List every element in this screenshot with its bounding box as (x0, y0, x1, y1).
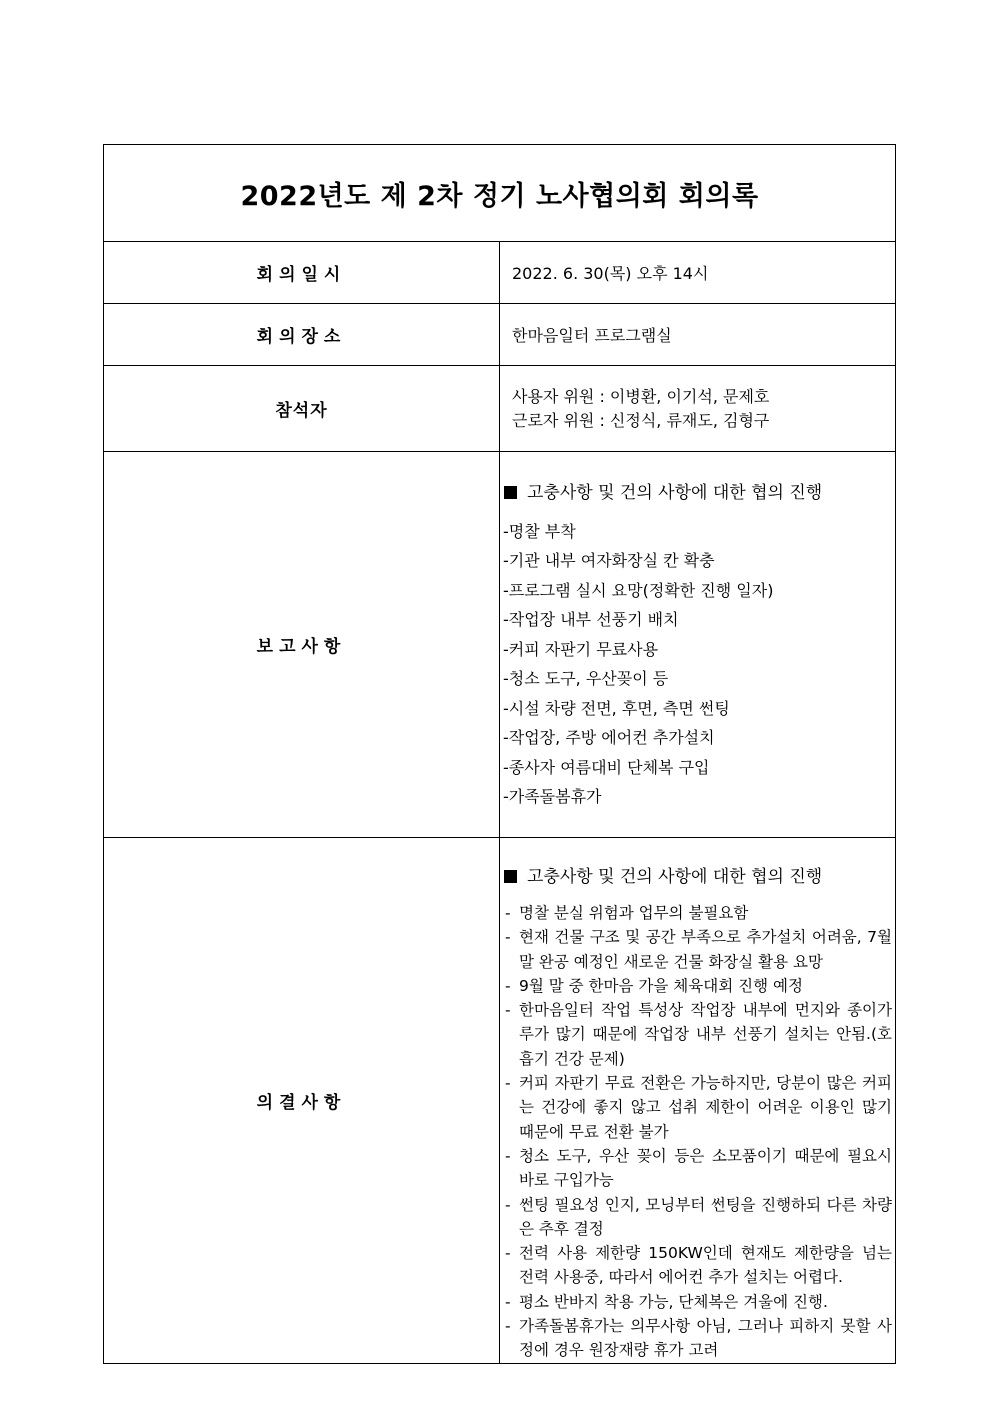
meeting-date-label: 회의일시 (104, 242, 500, 304)
list-item (505, 1290, 892, 1314)
report-list (500, 517, 895, 812)
report-heading (504, 478, 895, 503)
black-square-icon (504, 486, 517, 499)
attendees-label: 참석자 (104, 366, 500, 452)
document-title: 2022년도 제 2차 정기 노사협의회 회의록 (104, 145, 896, 242)
decision-item-text: 전력 사용 제한량 150KW인데 현재도 제한량을 넘는 전력 사용중, 따라서 에어컨 추가 설치는 어렵다. (519, 1244, 892, 1287)
dash-bullet: - (505, 904, 511, 922)
list-item (505, 901, 892, 925)
attendees-value (500, 366, 896, 452)
list-item: -커피 자판기 무료사용 (503, 639, 659, 659)
decision-list (500, 901, 895, 1363)
report-heading-text: 고충사항 및 건의 사항에 대한 협의 진행 (527, 482, 823, 503)
decision-heading (504, 862, 895, 887)
decision-item-text: 가족돌봄휴가는 의무사항 아님, 그러나 피하지 못할 사정에 경우 원장재량 휴가 고려 (519, 1317, 892, 1360)
decision-item-text: 평소 반바지 착용 가능, 단체복은 겨울에 진행. (519, 1292, 828, 1311)
decision-item-text: 썬팅 필요성 인지, 모닝부터 썬팅을 진행하되 다른 차량은 추후 결정 (519, 1195, 892, 1238)
meeting-place-label: 회의장소 (104, 304, 500, 366)
list-item (505, 1241, 892, 1290)
dash-bullet: - (505, 1292, 511, 1311)
dash-bullet: - (505, 976, 511, 995)
list-item: -작업장, 주방 에어컨 추가설치 (503, 728, 715, 747)
decision-item-text: 청소 도구, 우산 꽂이 등은 소모품이기 때문에 필요시 바로 구입가능 (519, 1146, 892, 1190)
list-item (505, 998, 892, 1071)
list-item (505, 1314, 892, 1363)
minutes-document (103, 144, 896, 1364)
list-item (505, 974, 892, 998)
report-content (500, 452, 896, 838)
decision-heading-text: 고충사항 및 건의 사항에 대한 협의 진행 (527, 867, 823, 887)
decision-content (500, 838, 896, 1364)
meeting-date-value: 2022. 6. 30(목) 오후 14시 (500, 242, 896, 304)
dash-bullet: - (505, 1146, 511, 1165)
decision-label: 의결사항 (104, 838, 500, 1364)
list-item: -시설 차량 전면, 후면, 측면 썬팅 (503, 698, 730, 718)
dash-bullet: - (505, 928, 511, 947)
list-item (505, 1071, 892, 1144)
worker-members: 근로자 위원 : 신정식, 류재도, 김형구 (512, 410, 770, 430)
black-square-icon (504, 870, 517, 883)
list-item: -청소 도구, 우산꽂이 등 (503, 669, 669, 688)
meeting-place-value: 한마음일터 프로그램실 (500, 304, 896, 366)
list-item: -가족돌봄휴가 (503, 787, 602, 806)
list-item: -종사자 여름대비 단체복 구입 (503, 757, 710, 777)
decision-item-text: 명찰 분실 위험과 업무의 불필요함 (519, 904, 749, 922)
dash-bullet: - (505, 1195, 511, 1214)
dash-bullet: - (505, 1317, 511, 1336)
list-item: -작업장 내부 선풍기 배치 (503, 610, 679, 629)
dash-bullet: - (505, 1244, 511, 1263)
decision-item-text: 커피 자판기 무료 전환은 가능하지만, 당분이 많은 커피는 건강에 좋지 않고 섭취 제한이 어려운 이용인 많기 때문에 무료 전환 불가 (519, 1074, 892, 1141)
list-item: -기관 내부 여자화장실 칸 확충 (503, 551, 715, 570)
decision-item-text: 9월 말 중 한마음 가을 체육대회 진행 예정 (519, 976, 803, 995)
list-item: -프로그램 실시 요망(정확한 진행 일자) (503, 580, 774, 600)
list-item (505, 1193, 892, 1242)
report-label: 보고사항 (104, 452, 500, 838)
dash-bullet: - (505, 1001, 511, 1020)
list-item (505, 925, 892, 974)
dash-bullet: - (505, 1074, 511, 1093)
list-item: -명찰 부착 (503, 521, 576, 541)
decision-item-text: 한마음일터 작업 특성상 작업장 내부에 먼지와 종이가루가 많기 때문에 작업장 내부 선풍기 설치는 안됨.(호흡기 건강 문제) (519, 1001, 892, 1068)
minutes-table (103, 144, 896, 1364)
employer-members: 사용자 위원 : 이병환, 이기석, 문제호 (512, 386, 770, 406)
list-item (505, 1144, 892, 1193)
decision-item-text: 현재 건물 구조 및 공간 부족으로 추가설치 어려움, 7월 말 완공 예정인 새로운 건물 화장실 활용 요망 (519, 928, 892, 971)
